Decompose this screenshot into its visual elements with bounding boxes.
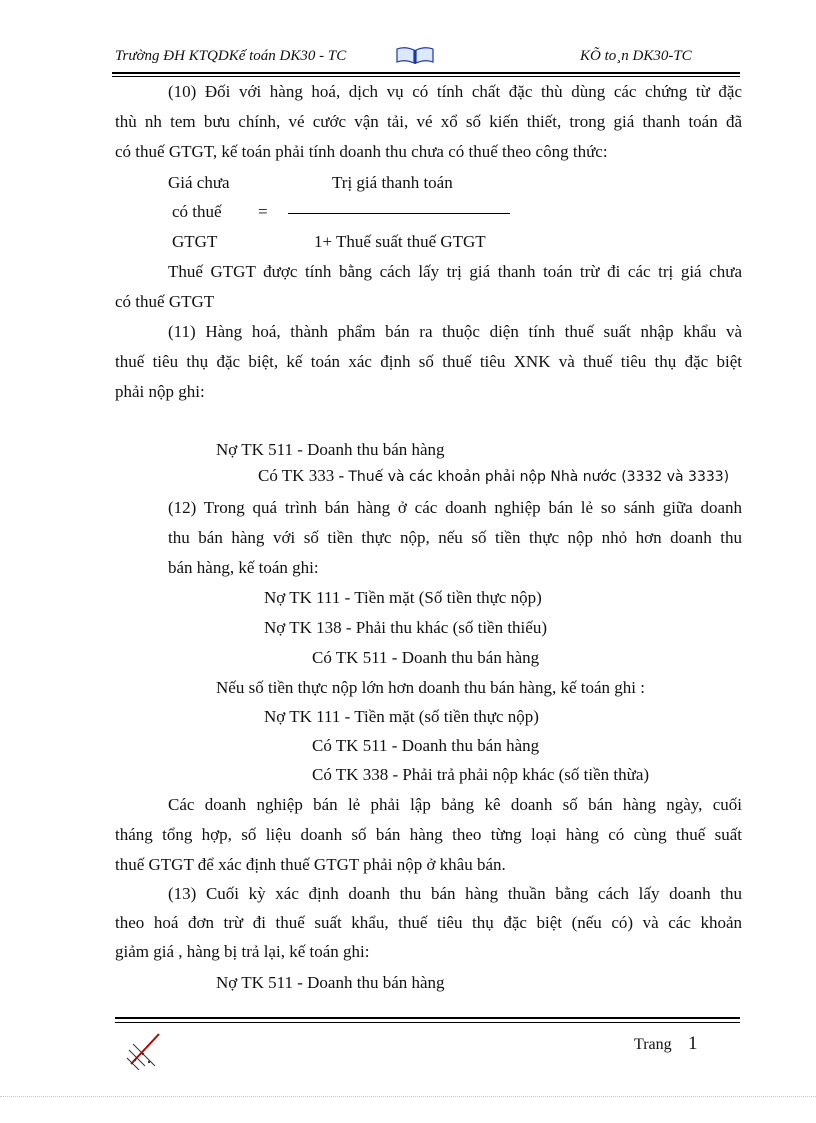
page-boundary: [0, 1096, 816, 1097]
header-right-text: KÕ to¸n DK30-TC: [580, 48, 692, 64]
journal-credit-code: Có TK 333 -: [258, 466, 349, 485]
book-icon: [395, 44, 435, 66]
journal-entry: Nợ TK 138 - Phải thu khác (số tiền thiếu): [264, 618, 547, 637]
footer-rule: [115, 1017, 740, 1019]
paragraph-line: bán hàng, kế toán ghi:: [168, 558, 319, 577]
fraction-bar: [288, 213, 510, 214]
paragraph-line: có thuế GTGT, kế toán phải tính doanh thu chưa có thuế theo công thức:: [115, 142, 608, 161]
journal-entry: Có TK 511 - Doanh thu bán hàng: [312, 736, 540, 755]
formula-denominator: 1+ Thuế suất thuế GTGT: [314, 232, 486, 251]
journal-entry: Nợ TK 511 - Doanh thu bán hàng: [216, 973, 445, 992]
paragraph-line: thuế GTGT để xác định thuế GTGT phải nộp ở khâu bán.: [115, 855, 506, 874]
paragraph-line: tháng tổng hợp, số liệu doanh số bán hàng theo từng loại hàng có cùng thuế suất: [115, 825, 742, 844]
paragraph-line: (11) Hàng hoá, thành phẩm bán ra thuộc diện tính thuế suất nhập khẩu và: [168, 322, 742, 341]
formula-lhs-line1: Giá chưa: [168, 173, 230, 192]
paragraph-line: thu bán hàng với số tiền thực nộp, nếu số tiền thực nộp nhỏ hơn doanh thu: [168, 528, 742, 547]
paragraph-line: có thuế GTGT: [115, 292, 215, 311]
header-rule-thin: [112, 76, 740, 77]
paragraph-line: phải nộp ghi:: [115, 382, 205, 401]
paragraph-line: theo hoá đơn trừ đi thuế suất khẩu, thuế tiêu thụ đặc biệt (nếu có) và các khoản: [115, 913, 742, 932]
journal-debit-entry: Nợ TK 511 - Doanh thu bán hàng: [216, 440, 445, 459]
journal-credit-entry: [258, 466, 729, 487]
paragraph-line: Thuế GTGT được tính bằng cách lấy trị giá thanh toán trừ đi các trị giá chưa: [168, 262, 742, 281]
journal-entry: Nợ TK 111 - Tiền mặt (số tiền thực nộp): [264, 707, 539, 726]
page-number: 1: [688, 1033, 698, 1054]
paragraph-line: Các doanh nghiệp bán lẻ phải lập bảng kê doanh số bán hàng ngày, cuối: [168, 795, 742, 814]
paragraph-line: thù nh tem bưu chính, vé cước vận tải, vé xổ số kiến thiết, trong giá thanh toán đã: [115, 112, 742, 131]
page-label: Trang: [634, 1036, 672, 1053]
journal-entry: Nợ TK 111 - Tiền mặt (Số tiền thực nộp): [264, 588, 542, 607]
paragraph-line: Nếu số tiền thực nộp lớn hơn doanh thu bán hàng, kế toán ghi :: [216, 678, 645, 697]
footer-rule-thin: [115, 1022, 740, 1023]
journal-entry: Có TK 511 - Doanh thu bán hàng: [312, 648, 540, 667]
paragraph-line: (12) Trong quá trình bán hàng ở các doanh nghiệp bán lẻ so sánh giữa doanh: [168, 498, 742, 517]
paragraph-line: (10) Đối với hàng hoá, dịch vụ có tính chất đặc thù dùng các chứng từ đặc: [168, 82, 742, 101]
paragraph-line: (13) Cuối kỳ xác định doanh thu bán hàng thuần bằng cách lấy doanh thu: [168, 884, 742, 903]
formula-lhs-line3: GTGT: [172, 232, 218, 251]
paragraph-line: giảm giá , hàng bị trả lại, kế toán ghi:: [115, 942, 370, 961]
journal-credit-desc: Thuế và các khoản phải nộp Nhà nước (3332 và 3333): [348, 469, 730, 485]
formula-equals: =: [258, 202, 268, 221]
header-left-text: Trường ĐH KTQDKế toán DK30 - TC: [115, 48, 347, 64]
header-rule: [112, 72, 740, 74]
journal-entry: Có TK 338 - Phải trả phải nộp khác (số tiền thừa): [312, 765, 650, 784]
formula-numerator: Trị giá thanh toán: [332, 173, 453, 192]
formula-lhs-line2: có thuế: [172, 202, 222, 221]
paragraph-line: thuế tiêu thụ đặc biệt, kế toán xác định số thuế tiêu XNK và thuế tiêu thụ đặc biệt: [115, 352, 742, 371]
pen-logo-icon: [125, 1030, 165, 1072]
